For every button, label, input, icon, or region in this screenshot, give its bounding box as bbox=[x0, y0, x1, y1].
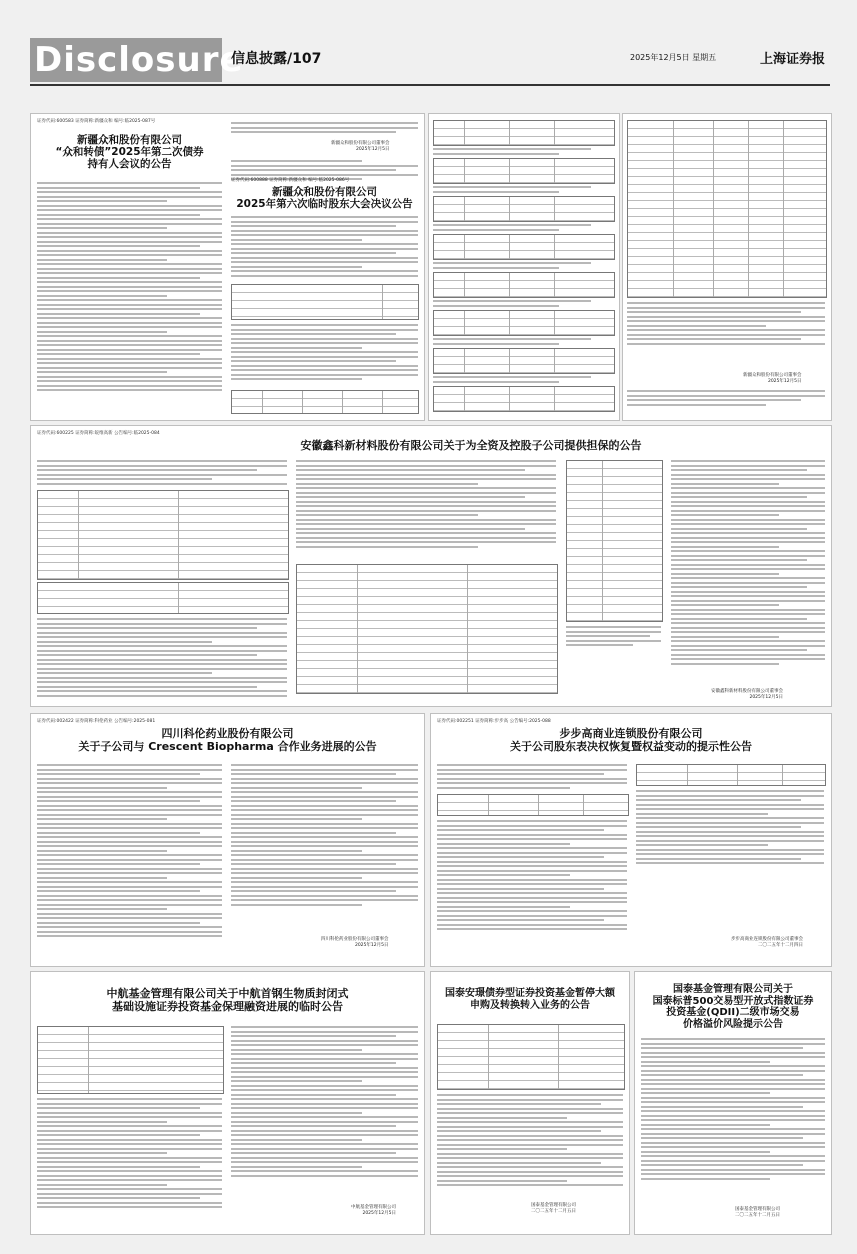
notice-title-2: 新疆众和股份有限公司 2025年第六次临时股东大会决议公告 bbox=[236, 186, 413, 211]
notice-bubugao bbox=[430, 713, 832, 967]
notice-anhui-xinke bbox=[30, 425, 832, 707]
vote-table-2 bbox=[433, 158, 615, 184]
guarantee-total-table bbox=[37, 582, 289, 614]
vote-table-6 bbox=[433, 310, 615, 336]
vote-table-7 bbox=[433, 348, 615, 374]
notice-signature: 新疆众和股份有限公司董事会 2025年12月5日 bbox=[331, 141, 390, 152]
notice-signature: 步步高商业连锁股份有限公司董事会 二〇二五年十二月四日 bbox=[731, 937, 803, 948]
vote-table-5 bbox=[433, 272, 615, 298]
notice-body bbox=[37, 460, 287, 487]
notice-title: 国泰基金管理有限公司关于 国泰标普500交易型开放式指数证券 投资基金(QDII)二级市场交易 价格溢价风险提示公告 bbox=[652, 984, 814, 1030]
vote-result-table bbox=[231, 390, 419, 414]
notice-title: 新疆众和股份有限公司 “众和转债”2025年第二次债券 持有人会议的公告 bbox=[55, 134, 204, 171]
notice-title: 中航基金管理有限公司关于中航首钢生物质封闭式 基础设施证券投资基金保理融资进展的临时公告 bbox=[106, 987, 349, 1013]
notice-title: 步步高商业连锁股份有限公司 关于公司股东表决权恢复暨权益变动的提示性公告 bbox=[510, 727, 752, 753]
notice-signature: 国泰基金管理有限公司 二〇二五年十二月五日 bbox=[531, 1203, 576, 1214]
notice-title: 国泰安璟债券型证券投资基金暂停大额 申购及转换转入业务的公告 bbox=[445, 988, 615, 1011]
vote-table-4 bbox=[433, 234, 615, 260]
shareholding-table-2 bbox=[636, 764, 826, 786]
notice-body bbox=[641, 1038, 825, 1182]
notice-guotai-anjing bbox=[430, 971, 630, 1235]
notice-signature: 国泰基金管理有限公司 二〇二五年十二月五日 bbox=[735, 1207, 780, 1218]
notice-body bbox=[37, 182, 222, 394]
notice-signature: 中航基金管理有限公司 2025年12月5日 bbox=[351, 1205, 396, 1216]
fund-info-table bbox=[37, 1026, 224, 1094]
brand-name: 上海证券报 bbox=[760, 52, 826, 67]
notice-vote-tables bbox=[428, 113, 620, 421]
notice-kelun-pharma bbox=[30, 713, 425, 967]
notice-body bbox=[627, 302, 825, 347]
subsidiary-info-table bbox=[296, 564, 558, 694]
notice-body bbox=[437, 764, 627, 791]
vote-table-3 bbox=[433, 196, 615, 222]
fund-info-table bbox=[437, 1024, 625, 1090]
notice-body-col2c bbox=[231, 216, 418, 279]
notice-body-col2d bbox=[231, 324, 418, 383]
shareholding-table bbox=[437, 794, 629, 816]
masthead bbox=[30, 38, 830, 82]
vote-table-1 bbox=[433, 120, 615, 146]
notice-xinjiang-zhonghe bbox=[30, 113, 425, 421]
notice-signature: 新疆众和股份有限公司董事会 2025年12月5日 bbox=[743, 373, 802, 384]
vote-table-8 bbox=[433, 386, 615, 412]
proposal-table bbox=[627, 120, 827, 298]
notice-body bbox=[37, 1098, 222, 1211]
guarantee-summary-table bbox=[37, 490, 289, 580]
subsidiary-info-table-2 bbox=[566, 460, 663, 622]
notice-header: 证券代码:600225 证券简称:皖维高新 公告编号:临2025-084 bbox=[37, 431, 160, 436]
masthead-rule bbox=[30, 84, 830, 86]
notice-body-col2 bbox=[231, 122, 418, 136]
issue-date: 2025年12月5日 星期五 bbox=[630, 53, 717, 62]
disclosure-logo: Disclosure bbox=[30, 38, 222, 82]
notice-header-2: 证券代码:600888 证券简称:新疆众和 编号:临2025-086号 bbox=[231, 178, 350, 183]
notice-header: 证券代码:002251 证券简称:步步高 公告编号:2025-088 bbox=[437, 719, 551, 724]
notice-header: 证券代码:600583 证券简称:新疆众和 编号:临2025-087号 bbox=[37, 119, 156, 124]
notice-guotai-sp500 bbox=[634, 971, 832, 1235]
notice-title: 四川科伦药业股份有限公司 关于子公司与 Crescent Biopharma 合作业务进展的公告 bbox=[78, 727, 377, 753]
notice-body bbox=[437, 1094, 623, 1189]
notice-body bbox=[37, 764, 222, 940]
notice-signature: 安徽鑫科新材料股份有限公司董事会 2025年12月5日 bbox=[711, 689, 783, 700]
notice-title: 安徽鑫科新材料股份有限公司关于为全资及控股子公司提供担保的公告 bbox=[300, 439, 642, 452]
section-title: 信息披露/107 bbox=[231, 51, 322, 67]
notice-vote-tables-right bbox=[622, 113, 832, 421]
notice-signature: 四川科伦药业股份有限公司董事会 2025年12月5日 bbox=[321, 937, 389, 948]
vote-table bbox=[231, 284, 419, 320]
notice-avic-fund bbox=[30, 971, 425, 1235]
notice-header: 证券代码:002422 证券简称:科伦药业 公告编号:2025-081 bbox=[37, 719, 156, 724]
